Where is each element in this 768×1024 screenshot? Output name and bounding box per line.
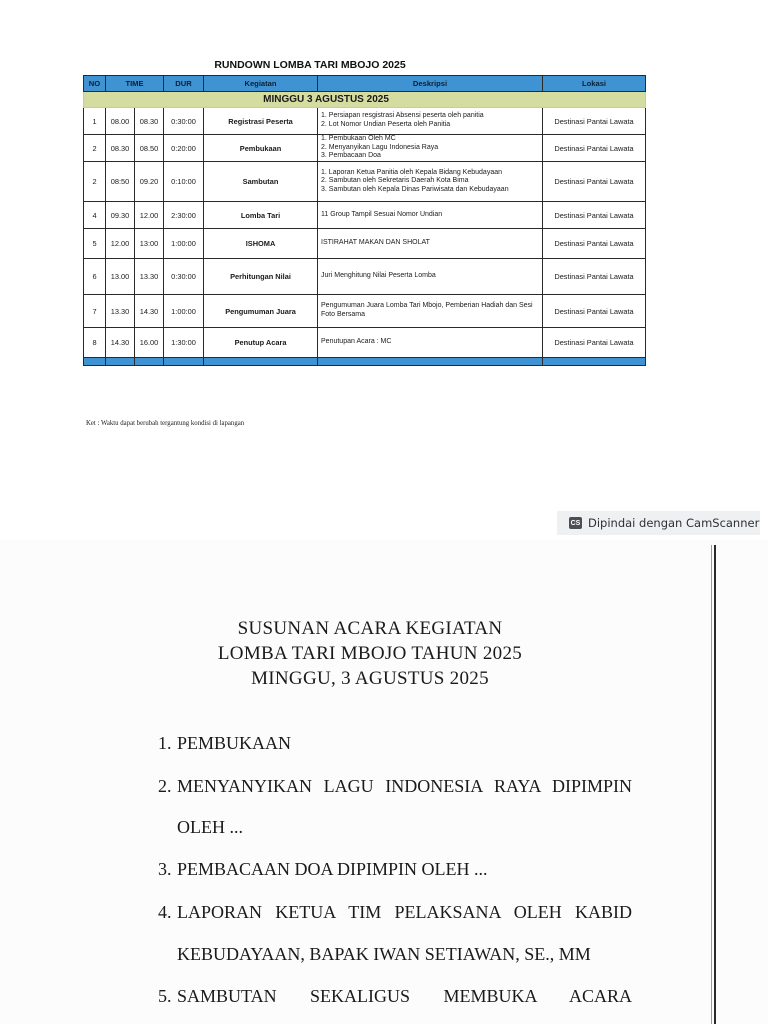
row-number: 2 (84, 135, 106, 162)
agenda-item-4-line-2: KEBUDAYAAN, BAPAK IWAN SETIAWAN, SE., MM (177, 944, 591, 964)
agenda-item-2-line-2: OLEH ... (177, 817, 243, 837)
row-start-time: 08.00 (106, 108, 135, 135)
row-start-time: 12.00 (106, 229, 135, 259)
row-number: 2 (84, 162, 106, 202)
row-lokasi: Destinasi Pantai Lawata (543, 162, 646, 202)
agenda-item-3-text: PEMBACAAN DOA DIPIMPIN OLEH ... (177, 859, 488, 879)
row-kegiatan: Registrasi Peserta (204, 108, 318, 135)
agenda-item-2-number: 2. (158, 776, 172, 796)
row-deskripsi (318, 229, 543, 259)
row-duration: 0:30:00 (164, 108, 204, 135)
rundown-title: RUNDOWN LOMBA TARI MBOJO 2025 (214, 59, 406, 71)
header-time: TIME (106, 76, 164, 92)
row-duration: 1:00:00 (164, 295, 204, 328)
row-lokasi: Destinasi Pantai Lawata (543, 328, 646, 358)
rundown-table (83, 75, 646, 366)
row-duration: 2:30:00 (164, 202, 204, 229)
row-duration: 0:10:00 (164, 162, 204, 202)
header-kegiatan: Kegiatan (204, 76, 318, 92)
row-end-time: 16.00 (135, 328, 164, 358)
table-row (84, 295, 646, 328)
row-duration: 1:00:00 (164, 229, 204, 259)
row-kegiatan: Penutup Acara (204, 328, 318, 358)
row-deskripsi (318, 202, 543, 229)
row-start-time: 14.30 (106, 328, 135, 358)
agenda-item-5-number: 5. (158, 986, 172, 1006)
row-lokasi: Destinasi Pantai Lawata (543, 135, 646, 162)
table-row (84, 259, 646, 295)
date-row (84, 92, 646, 108)
agenda-item-3-number: 3. (158, 859, 172, 879)
agenda-item-1-text: PEMBUKAAN (177, 733, 292, 753)
susunan-heading-line-2: LOMBA TARI MBOJO TAHUN 2025 (217, 643, 523, 664)
deskripsi-line: 2. Lot Nomor Undian Peserta oleh Panitia (321, 121, 451, 128)
rundown-date: MINGGU 3 AGUSTUS 2025 (84, 92, 646, 108)
camscanner-label: Dipindai dengan CamScanner (588, 516, 760, 530)
row-kegiatan: Pembukaan (204, 135, 318, 162)
row-duration: 0:20:00 (164, 135, 204, 162)
row-kegiatan: Lomba Tari (204, 202, 318, 229)
row-number: 4 (84, 202, 106, 229)
table-row (84, 202, 646, 229)
row-end-time: 09.20 (135, 162, 164, 202)
deskripsi-line: 1. Pembukaan Oleh MC (321, 135, 396, 143)
row-deskripsi (318, 295, 543, 328)
row-deskripsi (318, 328, 543, 358)
page-edge-line (711, 545, 712, 1024)
row-duration: 1:30:00 (164, 328, 204, 358)
agenda-item-1-number: 1. (158, 733, 172, 753)
row-kegiatan: ISHOMA (204, 229, 318, 259)
rundown-page (0, 0, 768, 500)
table-footer-bar (84, 358, 646, 366)
deskripsi-line: 2. Menyanyikan Lagu Indonesia Raya (321, 143, 439, 151)
deskripsi-line: 1. Laporan Ketua Panitia oleh Kepala Bidang Kebudayaan (321, 168, 502, 176)
row-end-time: 08.30 (135, 108, 164, 135)
row-lokasi: Destinasi Pantai Lawata (543, 229, 646, 259)
row-start-time: 13.30 (106, 295, 135, 328)
row-end-time: 08.50 (135, 135, 164, 162)
row-lokasi: Destinasi Pantai Lawata (543, 202, 646, 229)
schedule-note: Ket : Waktu dapat berubah tergantung kondisi di lapangan (86, 420, 245, 427)
row-kegiatan: Pengumuman Juara (204, 295, 318, 328)
header-no: NO (84, 76, 106, 92)
row-lokasi: Destinasi Pantai Lawata (543, 108, 646, 135)
header-dur: DUR (164, 76, 204, 92)
agenda-item-2-line-1: MENYANYIKAN LAGU INDONESIA RAYA DIPIMPIN (177, 776, 632, 796)
row-start-time: 08.30 (106, 135, 135, 162)
deskripsi-line: 2. Sambutan oleh Sekretaris Daerah Kota Bima (321, 177, 469, 185)
deskripsi-line: 1. Persiapan resgistrasi Absensi peserta oleh panitia (321, 112, 484, 120)
row-duration: 0:30:00 (164, 259, 204, 295)
row-number: 1 (84, 108, 106, 135)
susunan-heading-line-1: SUSUNAN ACARA KEGIATAN (237, 618, 503, 639)
table-row (84, 108, 646, 135)
agenda-item-4-number: 4. (158, 902, 172, 922)
row-number: 6 (84, 259, 106, 295)
camscanner-watermark (557, 511, 760, 535)
table-row (84, 135, 646, 162)
deskripsi-line: ISTIRAHAT MAKAN DAN SHOLAT (321, 239, 430, 247)
row-deskripsi (318, 108, 543, 135)
rundown-body (84, 108, 646, 358)
deskripsi-line: 11 Group Tampil Sesuai Nomor Undian (321, 210, 443, 218)
row-start-time: 08:50 (106, 162, 135, 202)
deskripsi-line: Penutupan Acara : MC (321, 338, 392, 346)
table-header-row (84, 76, 646, 92)
row-end-time: 13.30 (135, 259, 164, 295)
row-start-time: 13.00 (106, 259, 135, 295)
table-row (84, 162, 646, 202)
row-number: 7 (84, 295, 106, 328)
page-edge-line (714, 545, 716, 1024)
deskripsi-line: Juri Menghitung Nilai Peserta Lomba (321, 272, 436, 280)
agenda-item-4-line-1: LAPORAN KETUA TIM PELAKSANA OLEH KABID (177, 902, 632, 922)
deskripsi-line: 3. Pembacaan Doa (321, 152, 381, 160)
susunan-acara-page (0, 540, 768, 1024)
row-lokasi: Destinasi Pantai Lawata (543, 295, 646, 328)
header-lokasi: Lokasi (543, 76, 646, 92)
deskripsi-line: 3. Sambutan oleh Kepala Dinas Pariwisata dan Kebudayaan (321, 185, 509, 193)
row-deskripsi (318, 259, 543, 295)
header-deskripsi: Deskripsi (318, 76, 543, 92)
susunan-heading-line-3: MINGGU, 3 AGUSTUS 2025 (251, 668, 489, 689)
table-row (84, 328, 646, 358)
row-end-time: 13:00 (135, 229, 164, 259)
row-end-time: 14.30 (135, 295, 164, 328)
row-end-time: 12.00 (135, 202, 164, 229)
row-deskripsi (318, 135, 543, 162)
row-deskripsi (318, 162, 543, 202)
row-start-time: 09.30 (106, 202, 135, 229)
row-number: 5 (84, 229, 106, 259)
deskripsi-line: Pengumuman Juara Lomba Tari Mbojo, Pemberian Hadiah dan Sesi Foto Bersama (321, 302, 533, 318)
agenda-item-5-text: SAMBUTAN SEKALIGUS MEMBUKA ACARA (177, 986, 632, 1006)
row-kegiatan: Perhitungan Nilai (204, 259, 318, 295)
table-row (84, 229, 646, 259)
camscanner-icon: CS (569, 517, 582, 529)
row-kegiatan: Sambutan (204, 162, 318, 202)
row-lokasi: Destinasi Pantai Lawata (543, 259, 646, 295)
row-number: 8 (84, 328, 106, 358)
